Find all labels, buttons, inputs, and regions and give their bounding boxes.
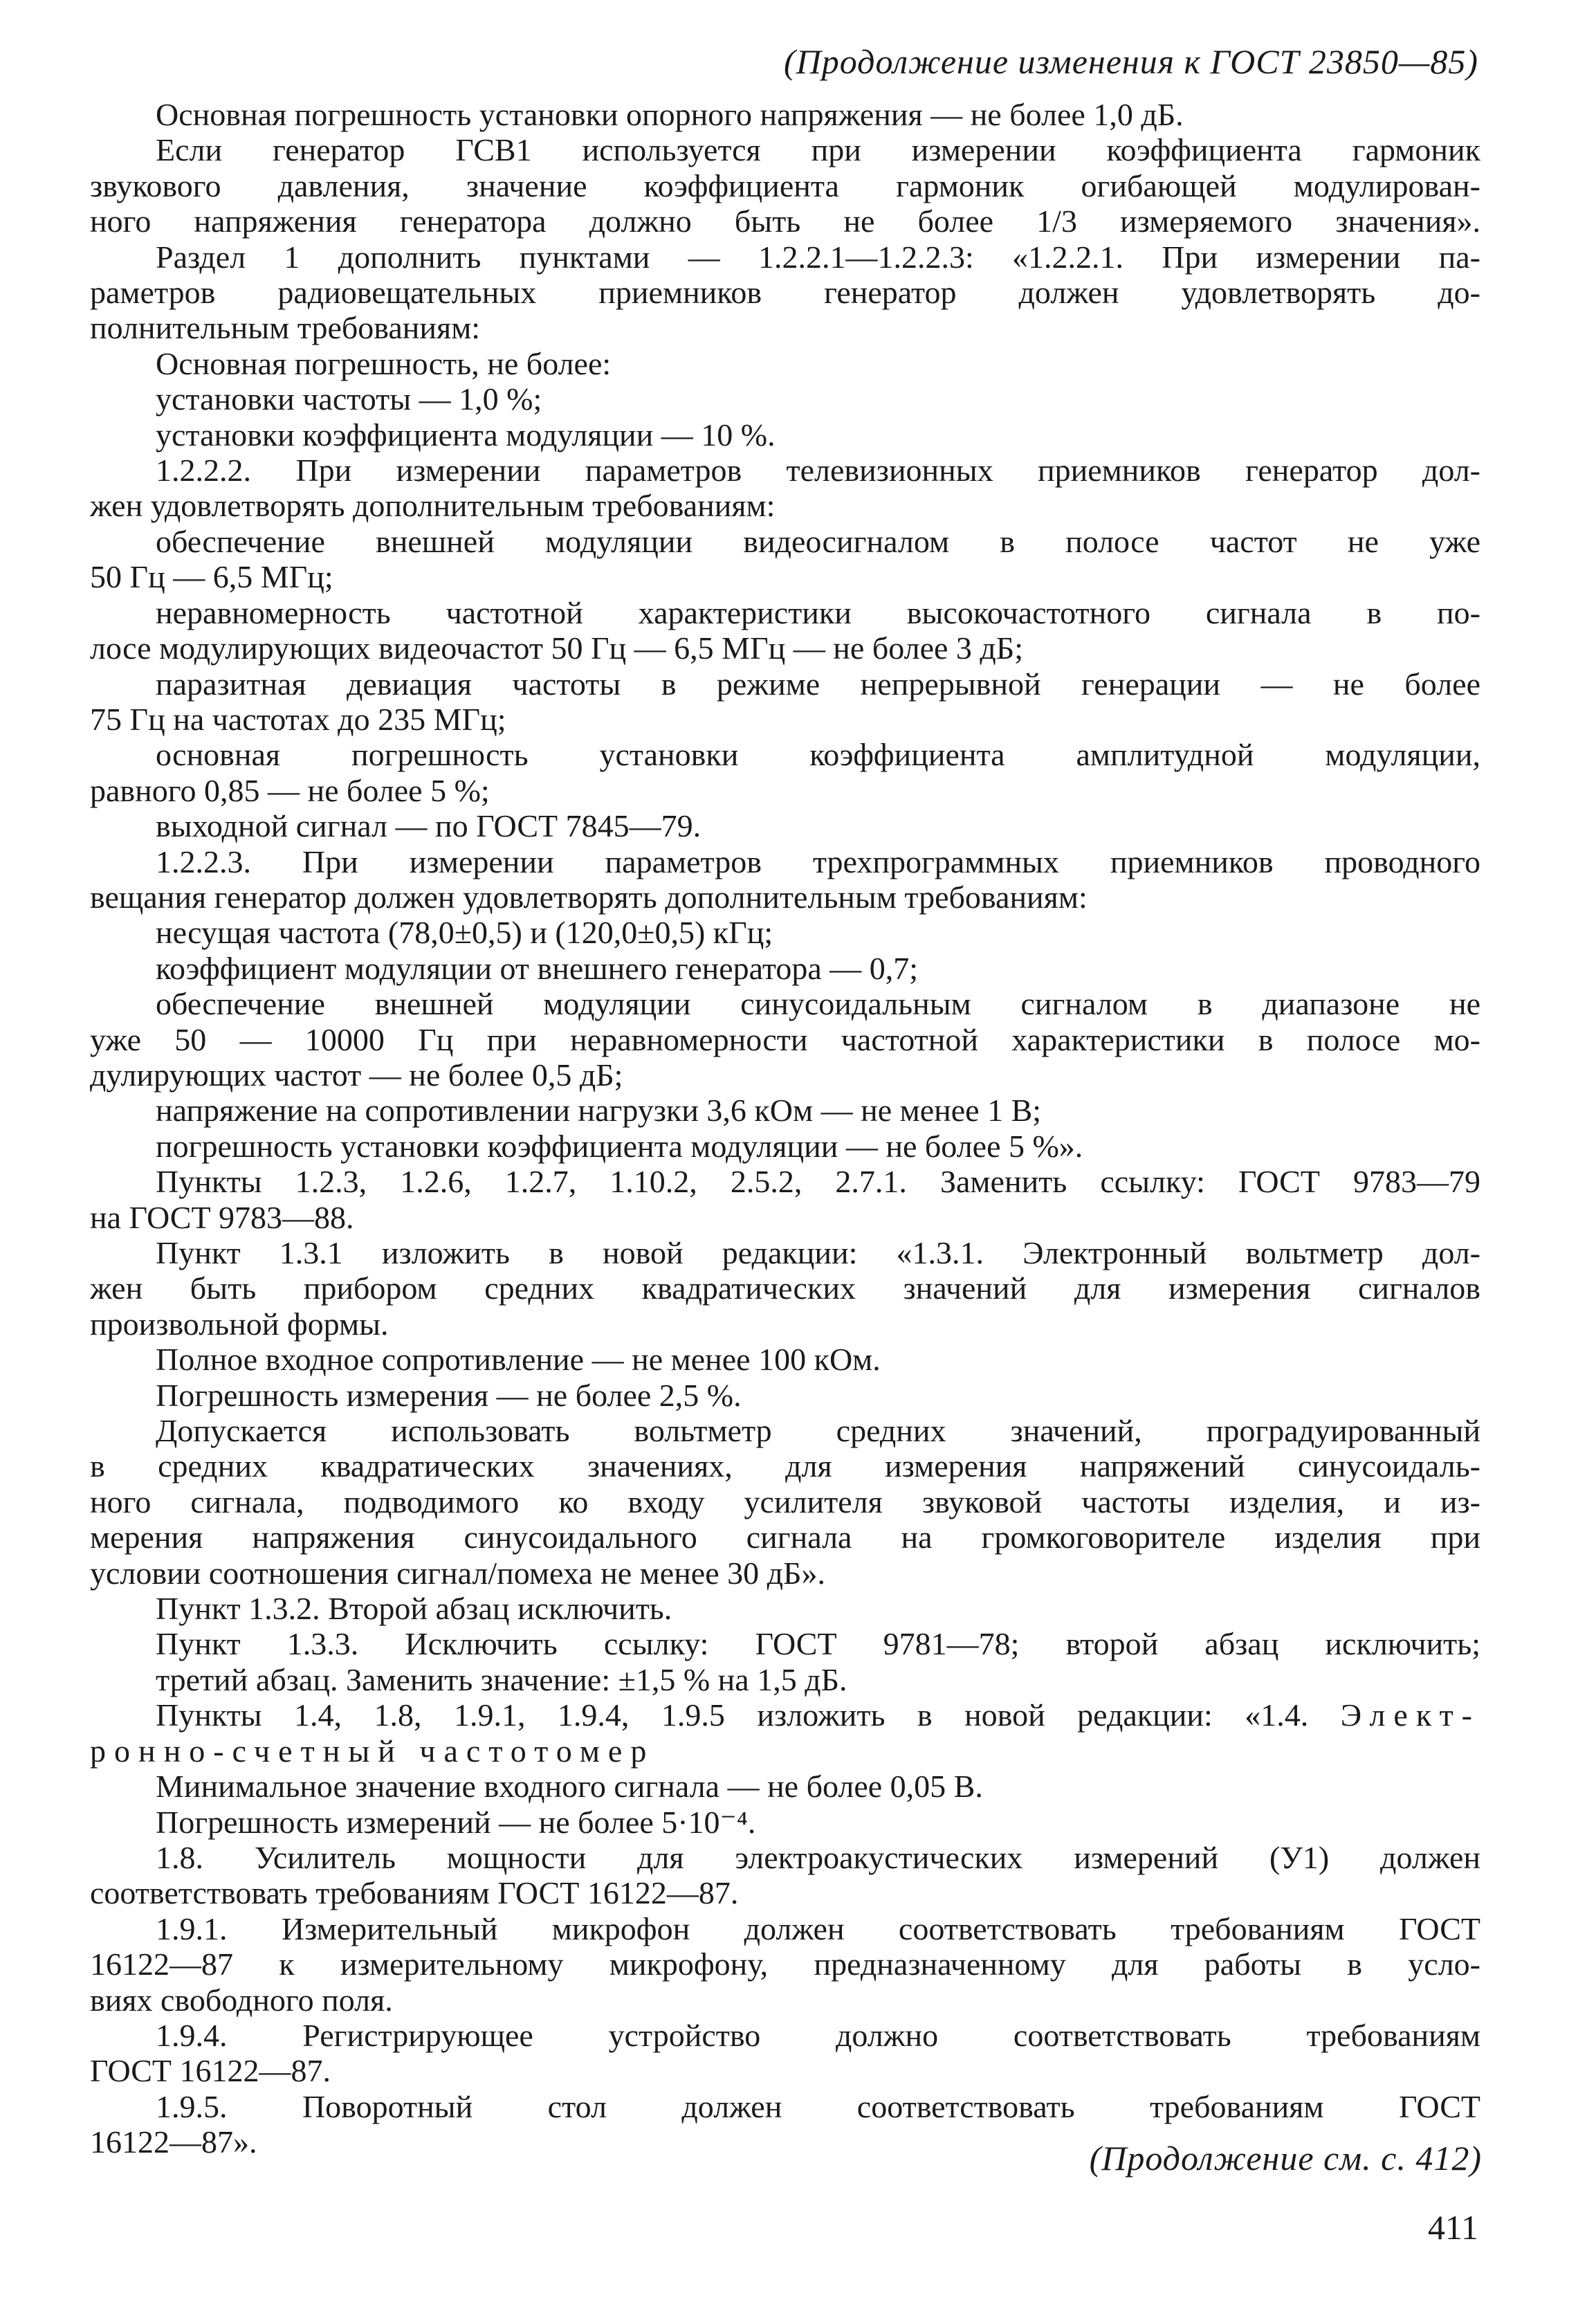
- text-line: несущая частота (78,0±0,5) и (120,0±0,5) кГц;: [156, 915, 773, 951]
- text-line: произвольной формы.: [90, 1306, 389, 1342]
- text-line: третий абзац. Заменить значение: ±1,5 % на 1,5 дБ.: [156, 1661, 847, 1697]
- text-line: 1.8. Усилитель мощности для электроакустических измерений (У1) должен: [156, 1839, 1480, 1875]
- text-line: Если генератор ГСВ1 используется при измерении коэффициента гармоник: [156, 132, 1480, 168]
- body-text: [90, 97, 1480, 2160]
- text-line: паразитная девиация частоты в режиме непрерывной генерации — не более: [156, 666, 1480, 702]
- text-line: уже 50 — 10000 Гц при неравномерности частотной характеристики в полосе мо-: [90, 1021, 1480, 1057]
- spaced-word: Элект-: [1340, 1697, 1480, 1733]
- text-line: условии соотношения сигнал/помеха не менее 30 дБ».: [90, 1555, 825, 1591]
- text-line: установки коэффициента модуляции — 10 %.: [156, 417, 776, 453]
- text-line: 1.2.2.2. При измерении параметров телевизионных приемников генератор дол-: [156, 453, 1480, 489]
- text-line: в средних квадратических значениях, для измерения напряжений синусоидаль-: [90, 1448, 1480, 1484]
- text-line: Допускается использовать вольтметр средних значений, проградуированный: [156, 1413, 1480, 1449]
- text-line: напряжение на сопротивлении нагрузки 3,6 кОм — не менее 1 В;: [156, 1093, 1042, 1129]
- text-line: 50 Гц — 6,5 МГц;: [90, 559, 333, 595]
- page-number: 411: [1427, 2208, 1478, 2247]
- text-line: равного 0,85 — не более 5 %;: [90, 772, 490, 808]
- text-line: неравномерность частотной характеристики высокочастотного сигнала в по-: [156, 594, 1480, 630]
- text-line: установки частоты — 1,0 %;: [156, 381, 542, 417]
- text-line: Погрешность измерения — не более 2,5 %.: [156, 1377, 742, 1413]
- text-line: Минимальное значение входного сигнала — не более 0,05 В.: [156, 1769, 983, 1805]
- text-line: Пункты 1.2.3, 1.2.6, 1.2.7, 1.10.2, 2.5.2, 2.7.1. Заменить ссылку: ГОСТ 9783—79: [156, 1164, 1480, 1200]
- text-line: 16122—87 к измерительному микрофону, предназначенному для работы в усло-: [90, 1946, 1480, 1982]
- text-line: обеспечение внешней модуляции синусоидальным сигналом в диапазоне не: [156, 986, 1480, 1022]
- text-line: ГОСТ 16122—87.: [90, 2053, 331, 2089]
- text-line: Основная погрешность установки опорного напряжения — не более 1,0 дБ.: [156, 97, 1184, 132]
- text-line: дулирующих частот — не более 0,5 дБ;: [90, 1057, 623, 1093]
- text-line: Пункт 1.3.1 изложить в новой редакции: «1.3.1. Электронный вольтметр дол-: [156, 1235, 1480, 1270]
- text-line: виях свободного поля.: [90, 1982, 393, 2018]
- text-line: Полное входное сопротивление — не менее 100 кОм.: [156, 1342, 881, 1378]
- continuation-note: (Продолжение см. с. 412): [1089, 2139, 1482, 2178]
- text-line: Пункт 1.3.2. Второй абзац исключить.: [156, 1591, 672, 1627]
- text-line: 1.2.2.3. При измерении параметров трехпрограммных приемников проводного: [156, 843, 1480, 879]
- text-line: на ГОСТ 9783—88.: [90, 1199, 354, 1235]
- text-line: 1.9.4. Регистрирующее устройство должно соответствовать требованиям: [156, 2017, 1480, 2053]
- text-line: жен удовлетворять дополнительным требованиям:: [90, 488, 776, 524]
- text-line: ронно-счетный частотомер: [90, 1733, 655, 1769]
- text-line: жен быть прибором средних квадратических значений для измерения сигналов: [90, 1270, 1480, 1306]
- text-line: погрешность установки коэффициента модуляции — не более 5 %».: [156, 1128, 1083, 1164]
- text-line: 1.9.1. Измерительный микрофон должен соответствовать требованиям ГОСТ: [156, 1910, 1480, 1946]
- text-line: 75 Гц на частотах до 235 МГц;: [90, 701, 506, 737]
- text-line: звукового давления, значение коэффициента гармоник огибающей модулирован-: [90, 167, 1480, 203]
- text-line: мерения напряжения синусоидального сигнала на громкоговорителе изделия при: [90, 1519, 1480, 1555]
- text-line: обеспечение внешней модуляции видеосигналом в полосе частот не уже: [156, 523, 1480, 559]
- text-line: соответствовать требованиям ГОСТ 16122—87.: [90, 1875, 739, 1911]
- text-line: Раздел 1 дополнить пунктами — 1.2.2.1—1.2.2.3: «1.2.2.1. При измерении па-: [156, 239, 1480, 275]
- text-line: Пункт 1.3.3. Исключить ссылку: ГОСТ 9781—78; второй абзац исключить;: [156, 1626, 1480, 1662]
- text-line: 16122—87».: [90, 2124, 257, 2160]
- text-line: Пункты 1.4, 1.8, 1.9.1, 1.9.4, 1.9.5 изложить в новой редакции: «1.4. Элект-: [156, 1697, 1480, 1733]
- text-line: 1.9.5. Поворотный стол должен соответствовать требованиям ГОСТ: [156, 2088, 1480, 2124]
- text-line: лосе модулирующих видеочастот 50 Гц — 6,5 МГц — не более 3 дБ;: [90, 630, 1024, 666]
- text-line: ного напряжения генератора должно быть не более 1/3 измеряемого значения».: [90, 203, 1480, 239]
- running-header: (Продолжение изменения к ГОСТ 23850—85): [784, 42, 1478, 81]
- text-line: Основная погрешность, не более:: [156, 345, 612, 381]
- text-line: вещания генератор должен удовлетворять дополнительным требованиям:: [90, 879, 1088, 915]
- text-line: раметров радиовещательных приемников генератор должен удовлетворять до-: [90, 275, 1480, 311]
- text-line: основная погрешность установки коэффициента амплитудной модуляции,: [156, 737, 1480, 773]
- text-line: Погрешность измерений — не более 5·10⁻⁴.: [156, 1804, 756, 1840]
- text-line: полнительным требованиям:: [90, 310, 481, 346]
- text-line: коэффициент модуляции от внешнего генератора — 0,7;: [156, 950, 919, 986]
- text-line: ного сигнала, подводимого ко входу усилителя звуковой частоты изделия, и из-: [90, 1484, 1480, 1519]
- text-line: выходной сигнал — по ГОСТ 7845—79.: [156, 808, 701, 844]
